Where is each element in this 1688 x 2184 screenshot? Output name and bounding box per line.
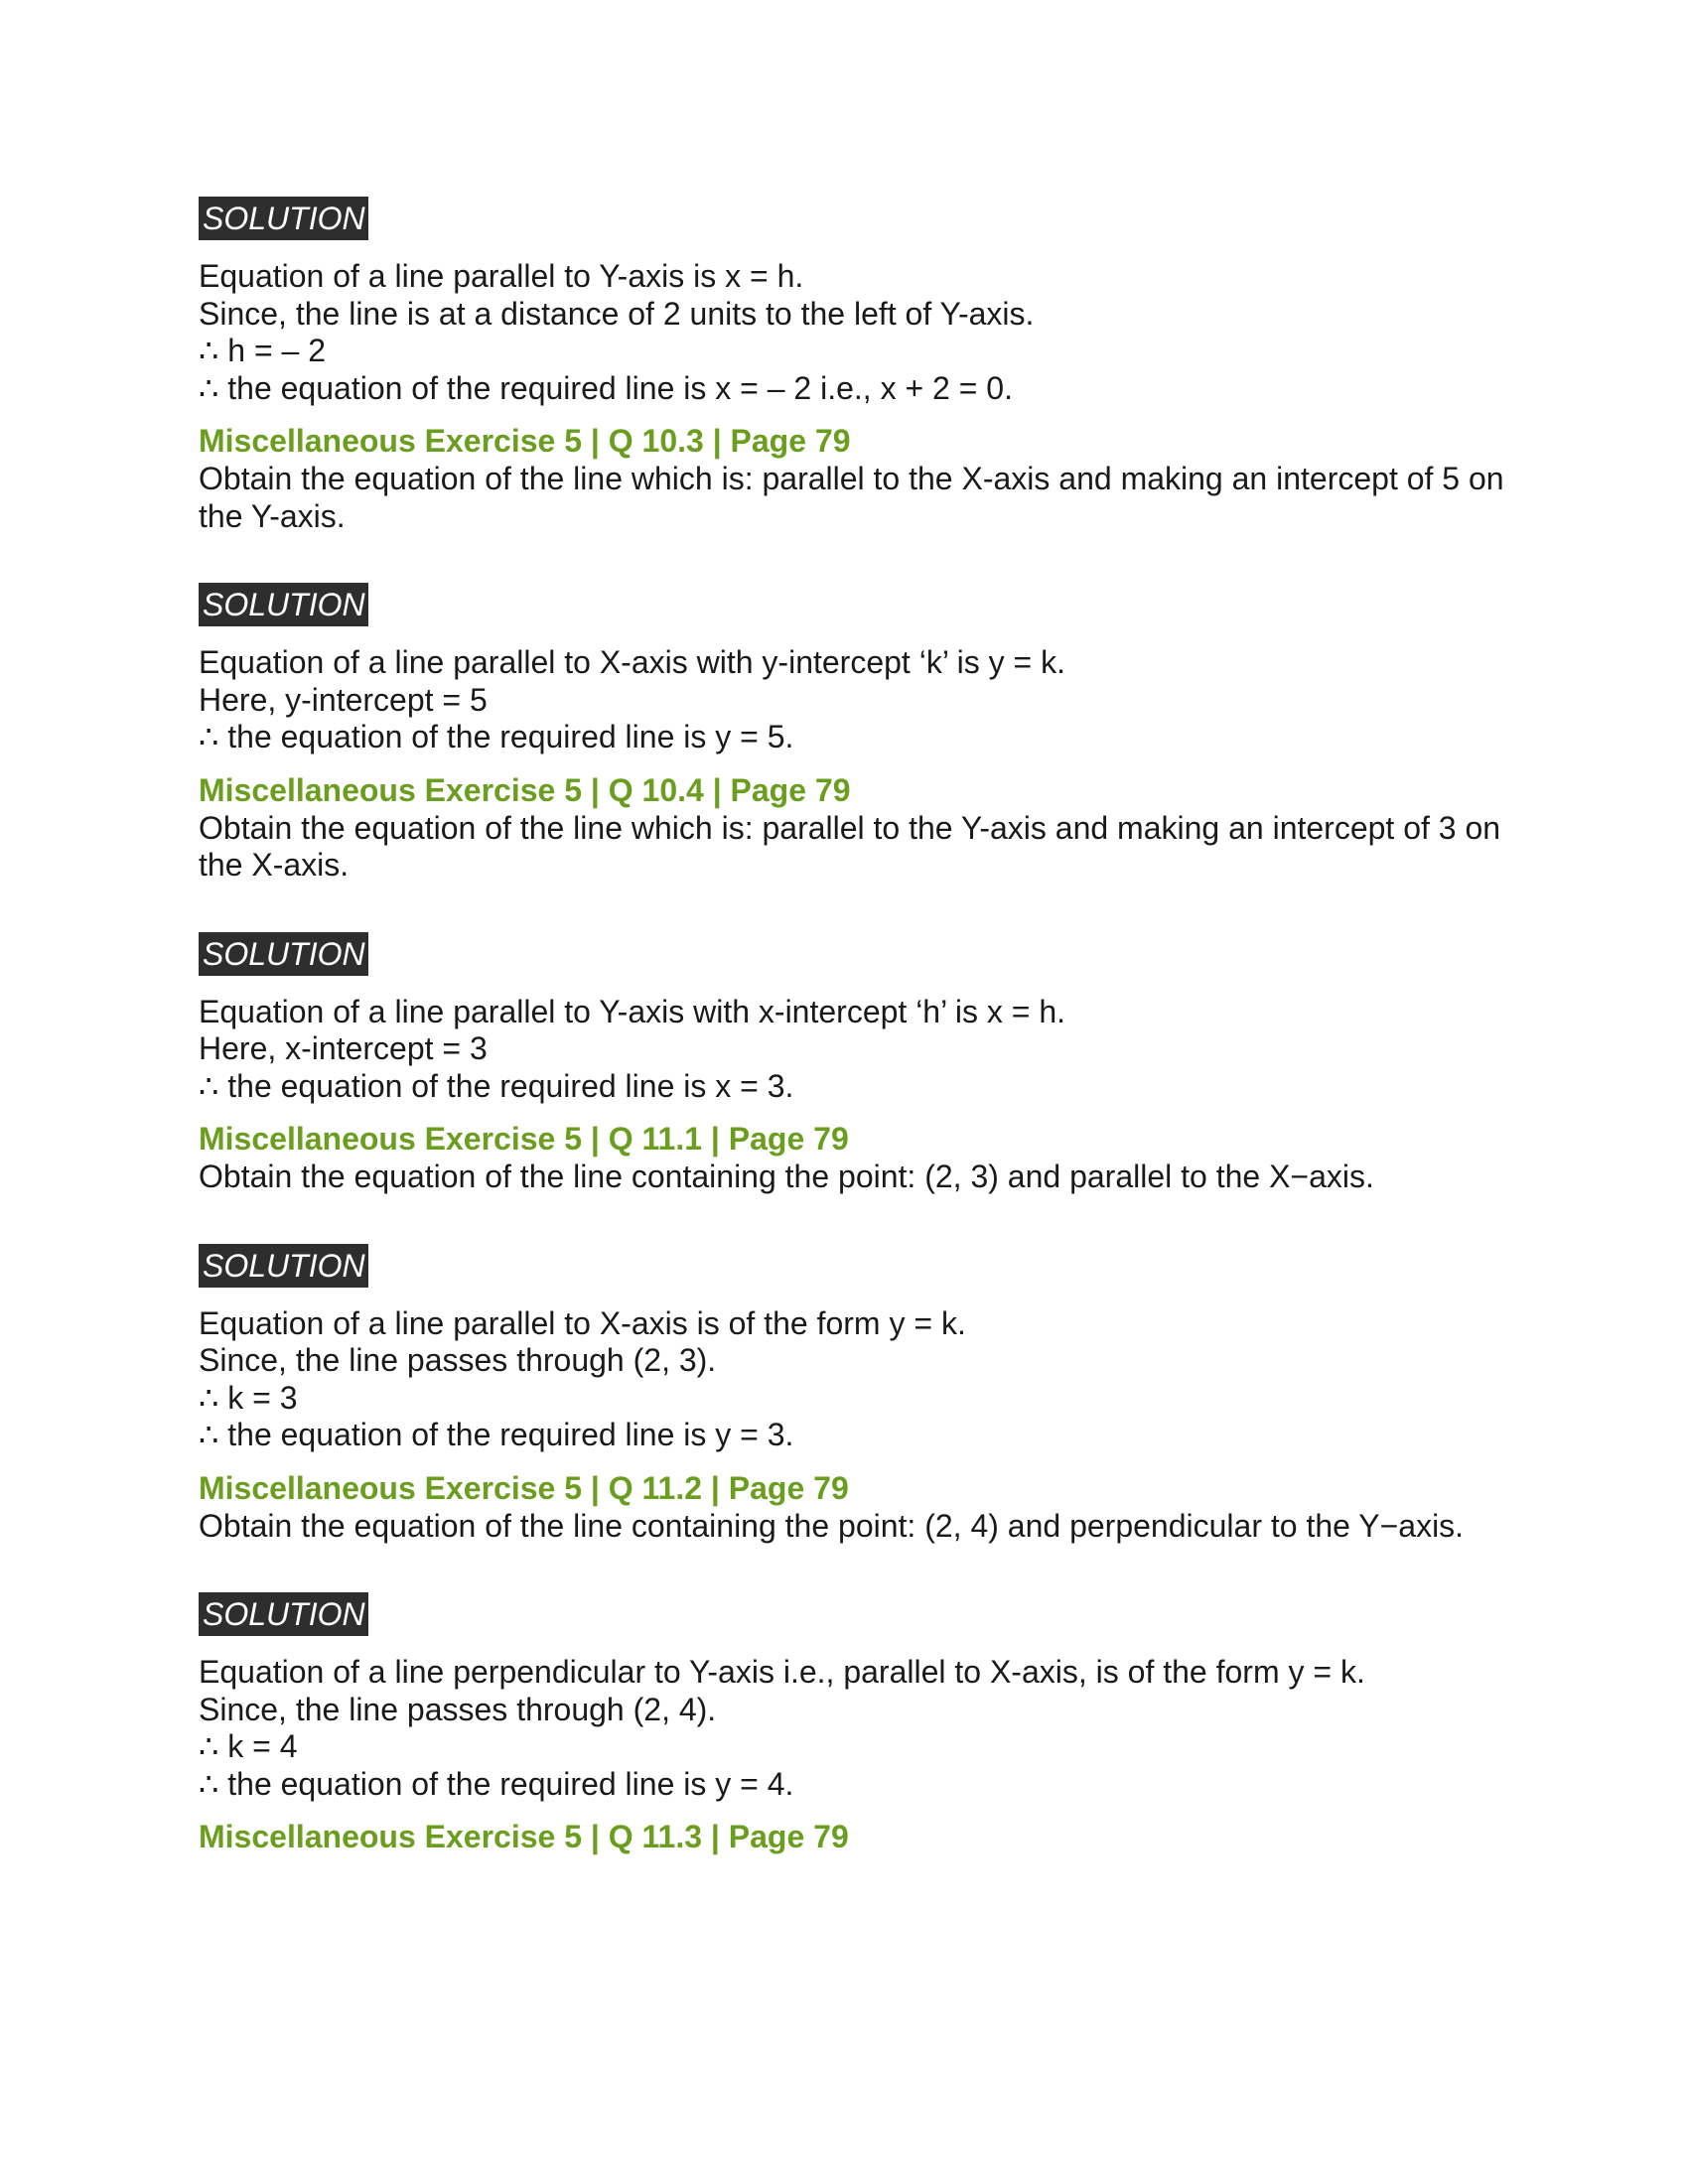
- question-heading: Miscellaneous Exercise 5 | Q 10.4 | Page 79: [199, 771, 851, 808]
- question-text: Obtain the equation of the line containing the point: (2, 4) and perpendicular to the Y−axis.: [199, 1507, 1465, 1544]
- question-text: Obtain the equation of the line containing the point: (2, 3) and parallel to the X−axis.: [199, 1159, 1374, 1194]
- question-section: [199, 1817, 1509, 1856]
- solution-section: [199, 1244, 1509, 1454]
- question-text: Obtain the equation of the line which is: parallel to the Y-axis and making an intercept of 3 on the X-axis.: [199, 809, 1501, 883]
- solution-line: ∴ the equation of the required line is y = 4.: [199, 1765, 794, 1802]
- solution-section: [199, 197, 1509, 407]
- solution-badge: SOLUTION: [199, 1244, 368, 1288]
- question-heading: Miscellaneous Exercise 5 | Q 10.3 | Page 79: [199, 423, 851, 459]
- question-section: [199, 1468, 1509, 1546]
- solution-line: Here, y-intercept = 5: [199, 681, 488, 718]
- solution-line: ∴ k = 4: [199, 1728, 298, 1764]
- solution-line: Since, the line is at a distance of 2 units to the left of Y-axis.: [199, 295, 1035, 332]
- question-section: [199, 1119, 1509, 1196]
- solution-body: [199, 1654, 1509, 1803]
- question-heading: Miscellaneous Exercise 5 | Q 11.2 | Page 79: [199, 1469, 849, 1506]
- solution-line: Since, the line passes through (2, 4).: [199, 1691, 717, 1727]
- solution-badge: SOLUTION: [199, 583, 368, 626]
- solution-line: Equation of a line parallel to X-axis with y-intercept ‘k’ is y = k.: [199, 644, 1065, 680]
- solution-line: ∴ h = – 2: [199, 333, 326, 368]
- solution-line: Equation of a line parallel to Y-axis with x-intercept ‘h’ is x = h.: [199, 993, 1066, 1029]
- solution-line: Equation of a line perpendicular to Y-axis i.e., parallel to X-axis, is of the form y = k.: [199, 1654, 1365, 1690]
- solution-body: [199, 258, 1509, 407]
- solution-line: ∴ the equation of the required line is x = – 2 i.e., x + 2 = 0.: [199, 369, 1013, 406]
- solution-badge: SOLUTION: [199, 197, 368, 240]
- solution-line: Equation of a line parallel to X-axis is of the form y = k.: [199, 1304, 966, 1341]
- document-page: [199, 197, 1509, 1856]
- solution-badge: SOLUTION: [199, 932, 368, 976]
- question-heading: Miscellaneous Exercise 5 | Q 11.3 | Page 79: [199, 1819, 849, 1854]
- solution-section: [199, 932, 1509, 1106]
- solution-line: ∴ the equation of the required line is y = 3.: [199, 1417, 794, 1452]
- question-section: [199, 770, 1509, 885]
- question-section: [199, 421, 1509, 535]
- solution-badge: SOLUTION: [199, 1592, 368, 1636]
- solution-line: Equation of a line parallel to Y-axis is x = h.: [199, 258, 804, 294]
- solution-section: [199, 583, 1509, 756]
- solution-section: [199, 1592, 1509, 1803]
- solution-line: ∴ k = 3: [199, 1379, 298, 1416]
- question-heading: Miscellaneous Exercise 5 | Q 11.1 | Page 79: [199, 1121, 849, 1157]
- solution-body: [199, 994, 1509, 1106]
- solution-body: [199, 644, 1509, 756]
- solution-line: ∴ the equation of the required line is y = 5.: [199, 719, 794, 754]
- question-text: Obtain the equation of the line which is: parallel to the X-axis and making an intercept of 5 on the Y-axis.: [199, 461, 1504, 534]
- solution-body: [199, 1305, 1509, 1454]
- solution-line: Here, x-intercept = 3: [199, 1030, 488, 1066]
- solution-line: Since, the line passes through (2, 3).: [199, 1342, 717, 1378]
- solution-line: ∴ the equation of the required line is x = 3.: [199, 1067, 794, 1104]
